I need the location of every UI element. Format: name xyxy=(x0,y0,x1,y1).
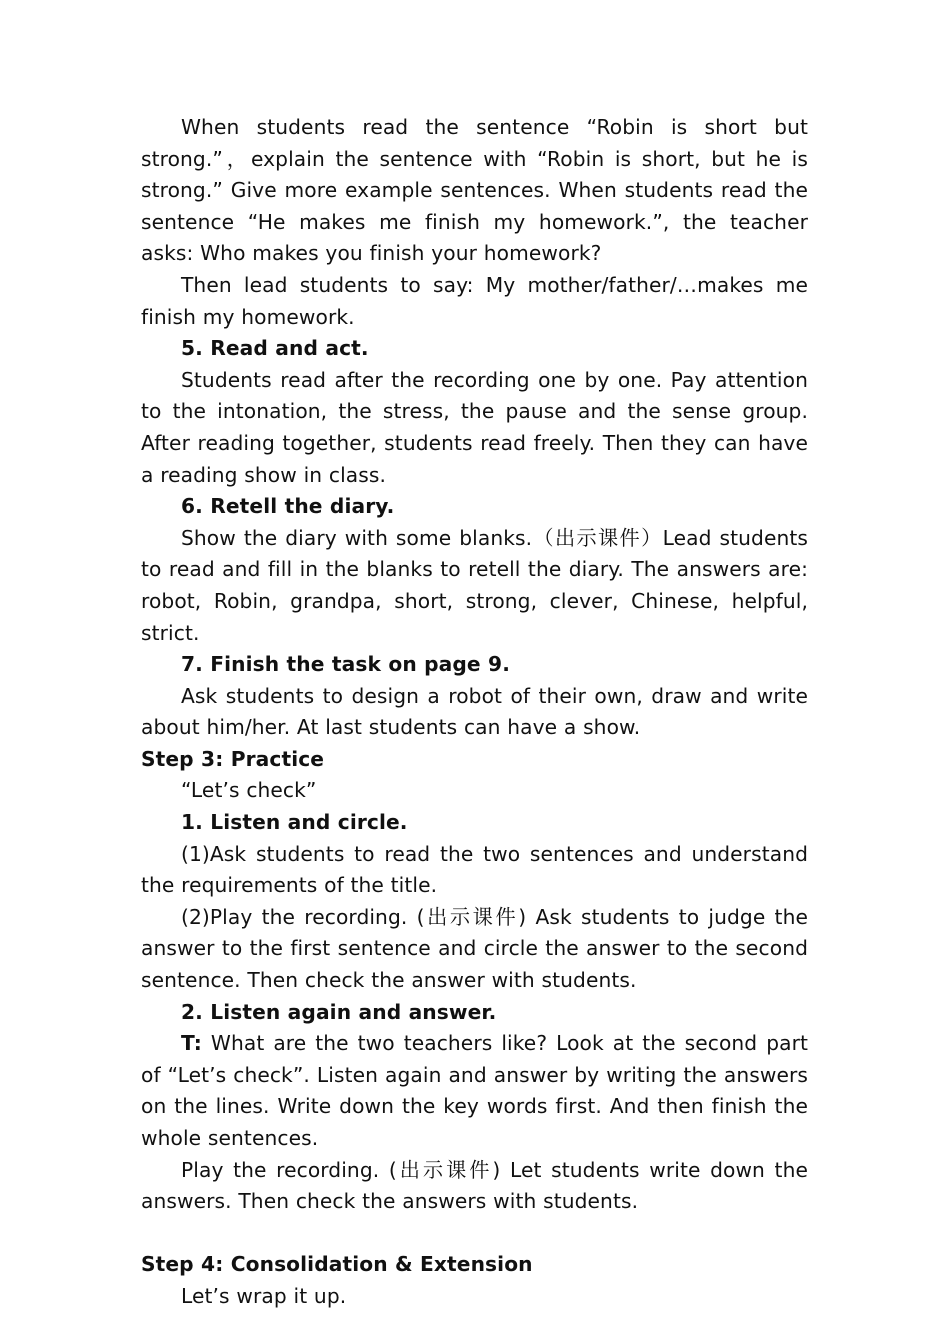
paragraph-lets-wrap-it-up: Let’s wrap it up. xyxy=(181,1283,347,1308)
heading-1-listen-and-circle: 1. Listen and circle. xyxy=(181,810,408,835)
heading-step-4-consolidation-extension: Step 4: Consolidation & Extension xyxy=(141,1252,533,1277)
paragraph-spacer xyxy=(141,1218,808,1250)
paragraph-lead-students-say: Then lead students to say: My mother/father/…makes me finish my homework. xyxy=(141,272,808,329)
paragraph-2-play-recording-judge: (2)Play the recording. (出示课件) Ask students to judge the answer to the first sentence and circle the answer to the second sentence. Then check the answer with students. xyxy=(141,904,808,993)
paragraph-explain-sentence: When students read the sentence “Robin is short but strong.”，explain the sentence with “Robin is short, but he is strong.” Give more example sentences. When students read the sentence “He makes me finish my homework.”, the teacher asks: Who makes you finish your homework? xyxy=(141,115,808,266)
teacher-speaker-label: T: xyxy=(181,1031,202,1056)
heading-7-finish-task-page-9: 7. Finish the task on page 9. xyxy=(181,652,510,677)
heading-step-3-practice: Step 3: Practice xyxy=(141,746,325,771)
heading-5-read-and-act: 5. Read and act. xyxy=(181,336,369,361)
document-text-body xyxy=(141,112,808,1313)
heading-6-retell-the-diary: 6. Retell the diary. xyxy=(181,494,395,519)
paragraph-play-recording-write-answers: Play the recording. (出示课件) Let students write down the answers. Then check the answers with students. xyxy=(141,1157,808,1214)
heading-2-listen-again-and-answer: 2. Listen again and answer. xyxy=(181,999,497,1024)
paragraph-read-after-recording: Students read after the recording one by one. Pay attention to the intonation, the stress, the pause and the sense group. After reading together, students read freely. Then they can have a reading show in class. xyxy=(141,367,808,487)
paragraph-show-diary-blanks: Show the diary with some blanks.（出示课件）Lead students to read and fill in the blanks to retell the diary. The answers are: robot, Robin, grandpa, short, strong, clever, Chinese, helpful, strict. xyxy=(141,525,808,645)
paragraph-teacher-prompt xyxy=(141,1028,808,1154)
teacher-prompt-text: What are the two teachers like? Look at the second part of “Let’s check”. Listen again and answer by writing the answers on the lines. Write down the key words first. And then finish the whole sentences. xyxy=(141,1031,808,1150)
paragraph-design-a-robot: Ask students to design a robot of their own, draw and write about him/her. At last students can have a show. xyxy=(141,683,808,740)
paragraph-1-read-two-sentences: (1)Ask students to read the two sentences and understand the requirements of the title. xyxy=(141,841,808,898)
paragraph-lets-check-title: “Let’s check” xyxy=(181,778,317,803)
